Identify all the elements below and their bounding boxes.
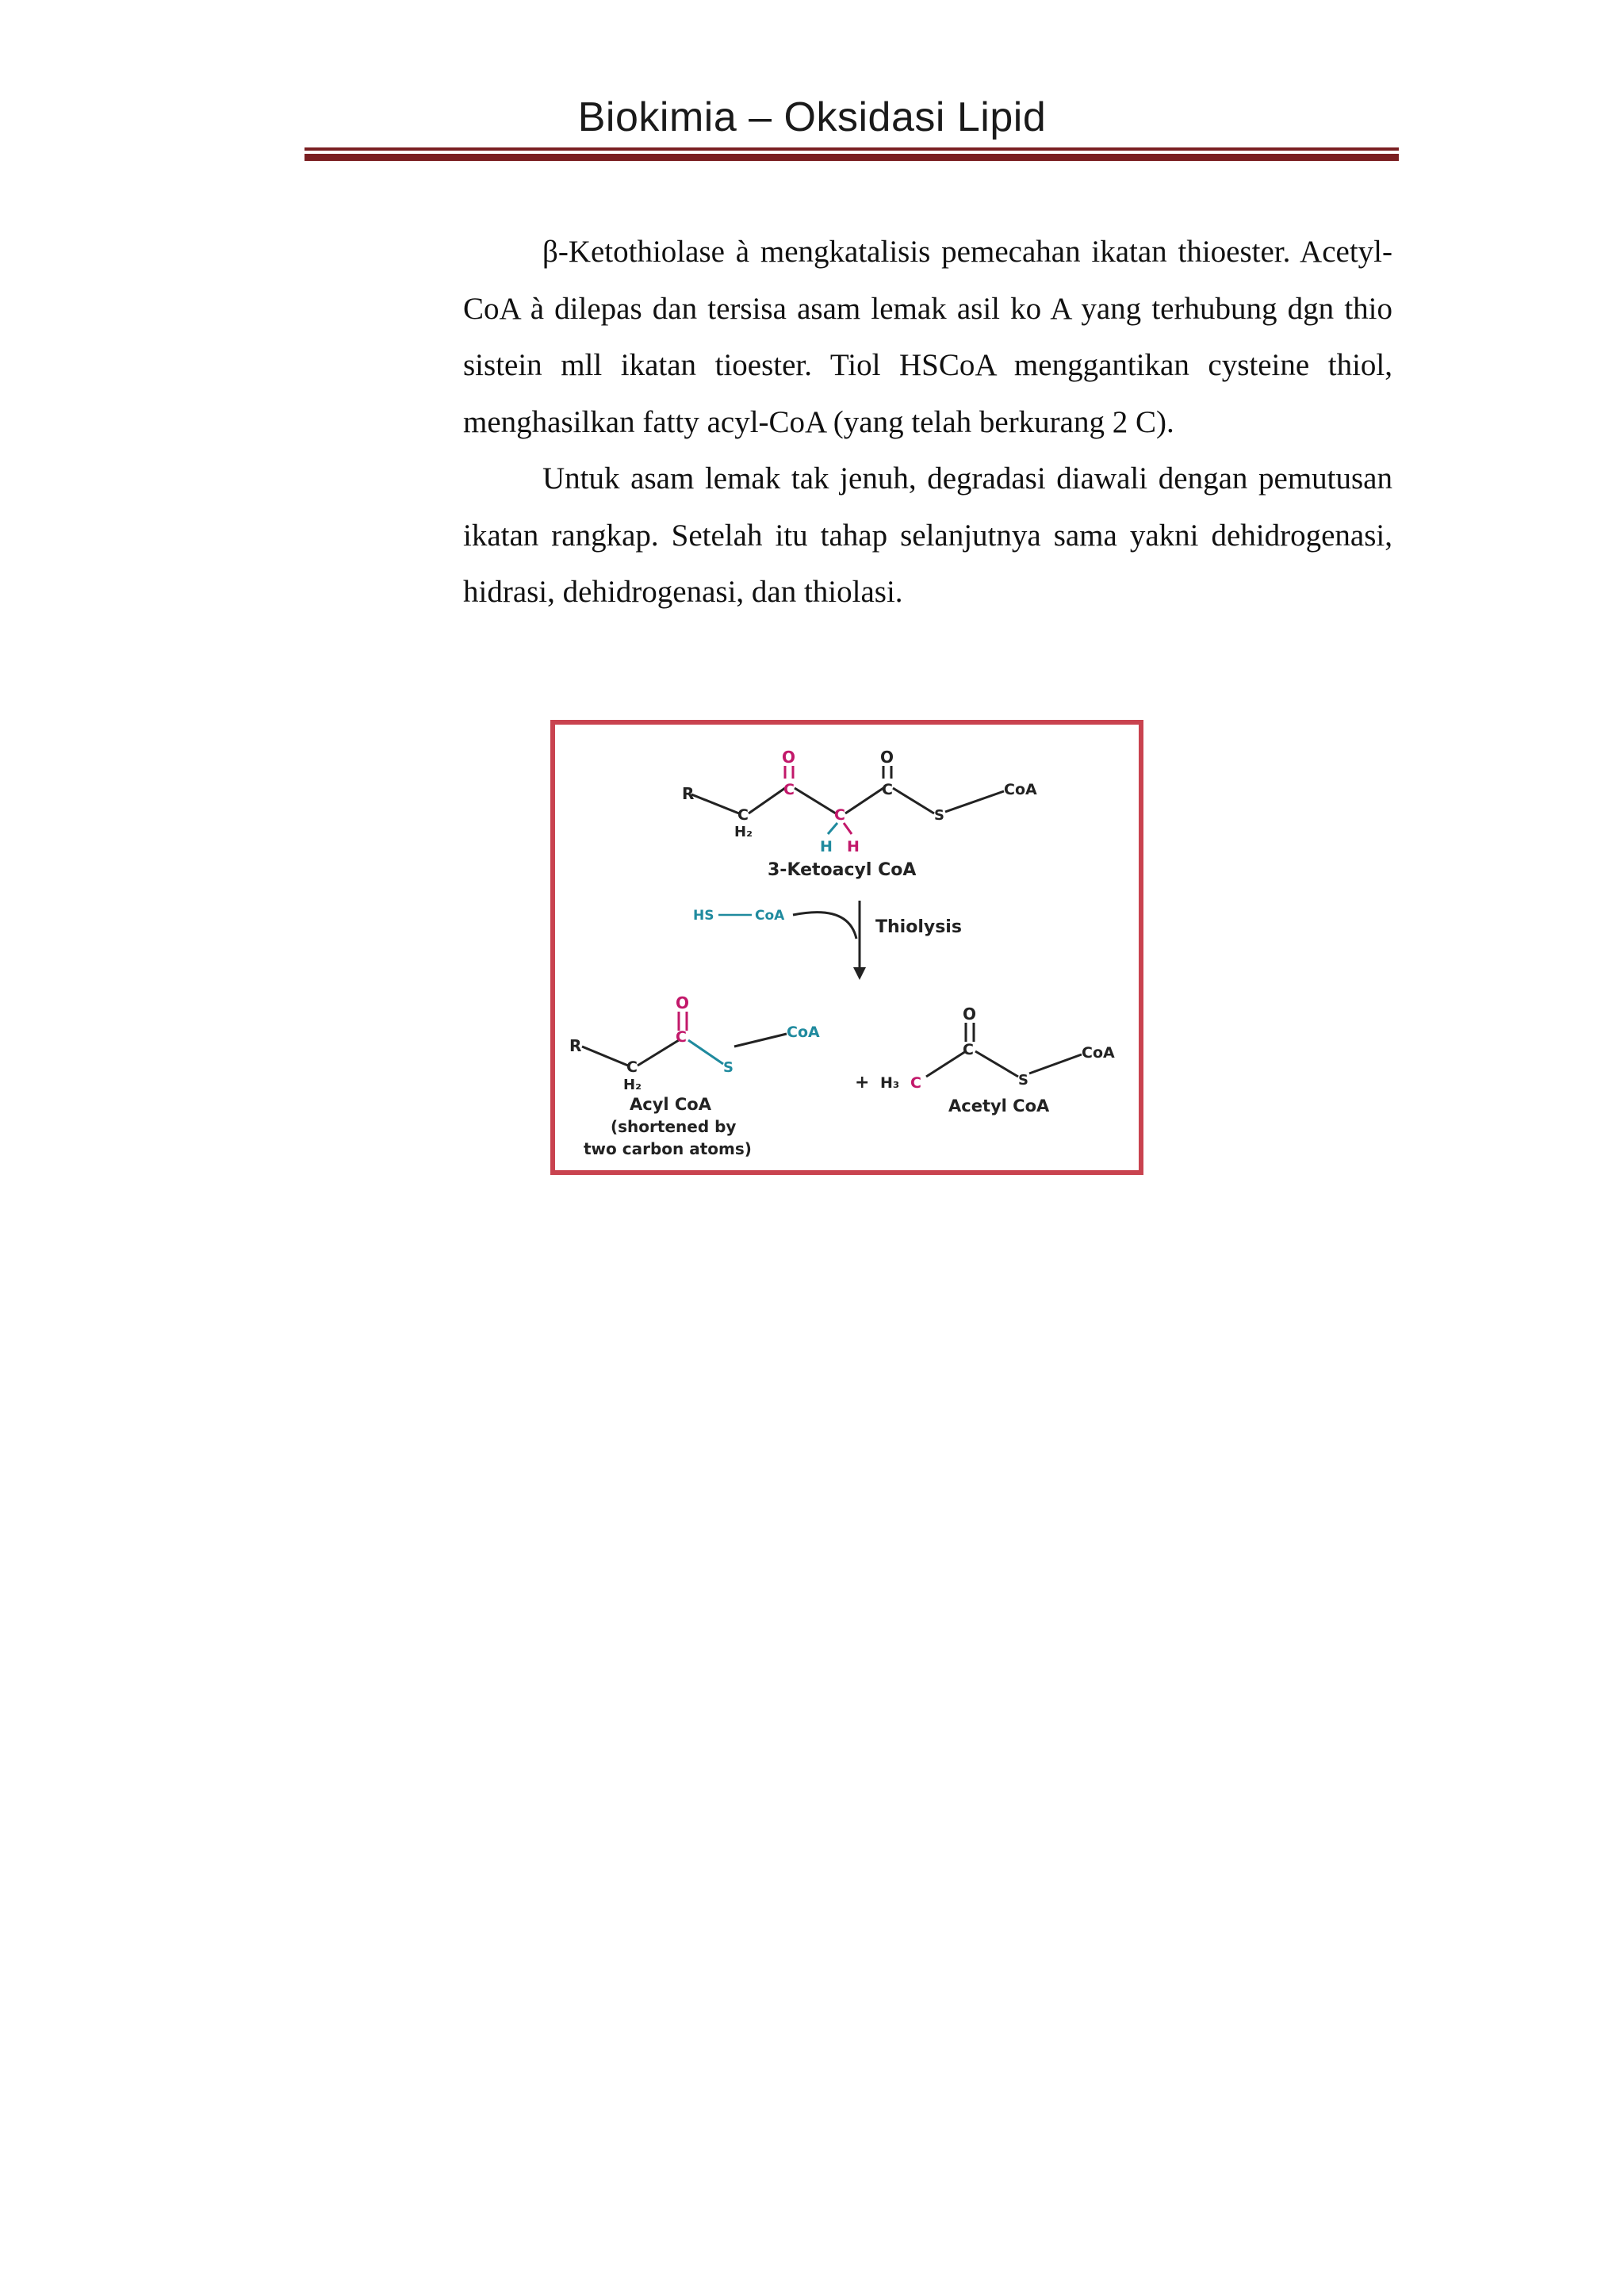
hscoa-reagent xyxy=(693,908,785,924)
ketoacyl-o-thioester: O xyxy=(880,748,894,767)
ketoacyl-teal-bond xyxy=(828,823,837,834)
acyl-note-line1: (shortened by xyxy=(611,1117,737,1136)
acetyl-h3: H₃ xyxy=(880,1074,900,1092)
ketoacyl-o-beta: O xyxy=(782,748,796,767)
reagent-curved-arrow xyxy=(793,913,856,939)
ketoacyl-magenta-bonds xyxy=(785,766,793,779)
ketoacyl-h-bond xyxy=(844,823,852,834)
ketoacyl-coa: CoA xyxy=(1004,781,1037,798)
thiolysis-label: Thiolysis xyxy=(875,917,962,937)
header-rule-thick xyxy=(304,154,1399,161)
header-rule-thin xyxy=(304,147,1399,151)
reaction-arrow-head xyxy=(853,967,866,980)
acetyl-methyl-c: C xyxy=(910,1074,921,1092)
acetyl-coa: CoA xyxy=(1082,1044,1115,1062)
acyl-teal-bond xyxy=(688,1040,723,1064)
plus-sign: + xyxy=(855,1073,870,1093)
acyl-label: Acyl CoA xyxy=(630,1095,711,1114)
ketoacyl-h-teal: H xyxy=(820,838,833,855)
acyl-coa: CoA xyxy=(787,1024,820,1041)
thiolysis-diagram xyxy=(555,725,1139,1170)
header-title: Biokimia – Oksidasi Lipid xyxy=(577,94,1047,140)
hscoa-coa-label: CoA xyxy=(755,908,785,924)
acyl-s: S xyxy=(723,1059,733,1076)
paragraph-unsaturated: Untuk asam lemak tak jenuh, degradasi diawali dengan pemutusan ikatan rangkap. Setelah itu tahap selanjutnya sama yakni dehidrogenasi, hidrasi, dehidrogenasi, dan thiolasi. xyxy=(463,461,1392,609)
acetyl-s: S xyxy=(1018,1072,1028,1089)
acetyl-bonds xyxy=(926,1023,1082,1077)
ketoacyl-c-thioester: C xyxy=(882,781,893,798)
ketoacyl-c1: C xyxy=(737,806,749,824)
body-text xyxy=(463,224,1392,621)
acyl-r: R xyxy=(569,1036,582,1055)
acyl-h2: H₂ xyxy=(623,1077,642,1093)
ketoacyl-c-beta: C xyxy=(783,781,795,798)
paragraph-ketothiolase: β-Ketothiolase à mengkatalisis pemecahan ikatan thioester. Acetyl-CoA à dilepas dan tersisa asam lemak asil ko A yang terhubung dgn thio sistein mll ikatan tioester. Tiol HSCoA menggantikan cysteine thiol, menghasilkan fatty acyl-CoA (yang telah berkurang 2 C). xyxy=(463,235,1392,439)
acyl-c1: C xyxy=(626,1058,638,1076)
hs-label: HS xyxy=(693,908,714,924)
acetyl-o: O xyxy=(963,1004,977,1024)
ketoacyl-s: S xyxy=(934,807,944,824)
thiolysis-figure xyxy=(550,720,1143,1175)
acyl-o: O xyxy=(676,993,690,1012)
acyl-c-carbonyl: C xyxy=(676,1028,687,1046)
acetyl-c: C xyxy=(963,1041,974,1058)
ketoacyl-h-magenta: H xyxy=(847,838,860,855)
ketoacyl-c-alpha: C xyxy=(834,806,845,824)
ketoacyl-label: 3-Ketoacyl CoA xyxy=(768,860,917,880)
acyl-note-line2: two carbon atoms) xyxy=(584,1139,752,1158)
acetyl-label: Acetyl CoA xyxy=(948,1096,1050,1115)
ketoacyl-r: R xyxy=(682,784,695,803)
ketoacyl-h2: H₂ xyxy=(734,824,753,840)
